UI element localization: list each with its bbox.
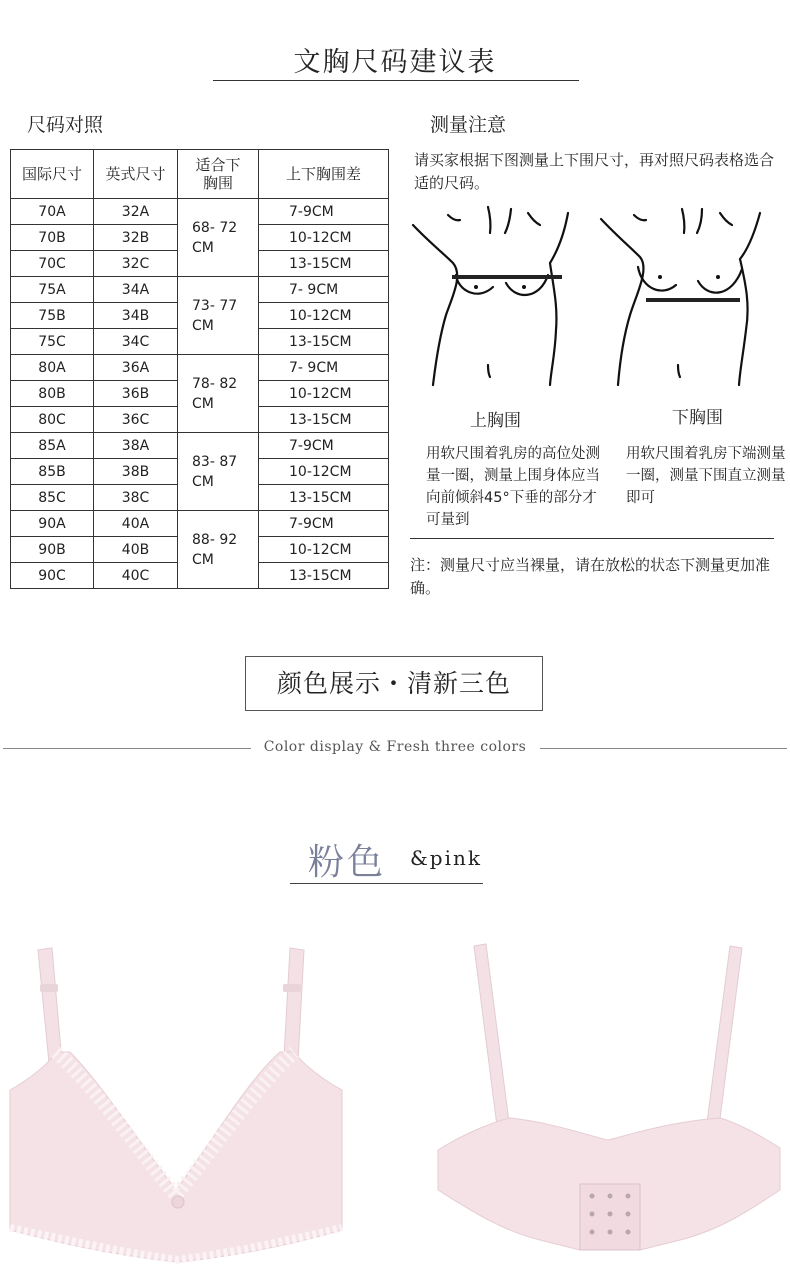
intl-size-cell: 75B	[11, 303, 94, 329]
bust-diff-cell: 10-12CM	[259, 537, 389, 563]
intl-size-cell: 70C	[11, 251, 94, 277]
bust-diff-cell: 7- 9CM	[259, 355, 389, 381]
uk-size-cell: 34A	[94, 277, 178, 303]
uk-size-cell: 32B	[94, 225, 178, 251]
bra-front-image	[8, 940, 348, 1270]
upper-bust-tape	[452, 275, 562, 279]
color-name-underline	[290, 883, 483, 884]
intl-size-cell: 75C	[11, 329, 94, 355]
size-table-row	[11, 433, 389, 459]
size-table-row	[11, 277, 389, 303]
bust-diff-cell: 13-15CM	[259, 485, 389, 511]
bust-diff-cell: 13-15CM	[259, 563, 389, 589]
uk-size-cell: 40C	[94, 563, 178, 589]
strap-right	[706, 946, 742, 1134]
center-bow	[172, 1196, 184, 1208]
intl-size-cell: 90C	[11, 563, 94, 589]
size-table-row	[11, 511, 389, 537]
uk-size-cell: 38B	[94, 459, 178, 485]
header-intl-size: 国际尺寸	[11, 150, 94, 199]
bust-diff-cell: 7-9CM	[259, 511, 389, 537]
uk-size-cell: 36C	[94, 407, 178, 433]
lower-bust-label: 下胸围	[672, 408, 723, 428]
measure-note: 注：测量尺寸应当裸量，请在放松的状态下测量更加准确。	[410, 556, 771, 597]
intl-size-cell: 75A	[11, 277, 94, 303]
header-bust-diff: 上下胸围差	[259, 150, 389, 199]
uk-size-cell: 32C	[94, 251, 178, 277]
note-divider	[410, 538, 774, 539]
lower-bust-desc: 用软尺围着乳房下端测量一圈，测量下围直立测量即可	[626, 446, 786, 506]
bra-back-image	[430, 940, 790, 1270]
uk-size-cell: 38C	[94, 485, 178, 511]
uk-size-cell: 34B	[94, 303, 178, 329]
underbust-range-cell: 88- 92 CM	[178, 511, 259, 589]
underbust-range-cell: 68- 72 CM	[178, 199, 259, 277]
intl-size-cell: 80C	[11, 407, 94, 433]
strap-slider	[40, 984, 58, 992]
nipple-dot	[522, 285, 526, 289]
nipple-dot	[716, 275, 720, 279]
bust-diff-cell: 7-9CM	[259, 199, 389, 225]
intl-size-cell: 70B	[11, 225, 94, 251]
uk-size-cell: 36A	[94, 355, 178, 381]
lower-bust-tape	[646, 298, 740, 302]
underbust-range-cell: 83- 87 CM	[178, 433, 259, 511]
intl-size-cell: 85C	[11, 485, 94, 511]
color-display-title: 颜色展示・清新三色	[245, 656, 543, 711]
nipple-dot	[474, 285, 478, 289]
bust-diff-cell: 13-15CM	[259, 329, 389, 355]
upper-bust-label: 上胸围	[470, 411, 521, 431]
bust-diff-cell: 10-12CM	[259, 381, 389, 407]
uk-size-cell: 32A	[94, 199, 178, 225]
intl-size-cell: 90B	[11, 537, 94, 563]
bust-diff-cell: 7-9CM	[259, 433, 389, 459]
color-display-subtitle: Color display & Fresh three colors	[263, 739, 527, 755]
intl-size-cell: 80B	[11, 381, 94, 407]
bra-cups	[10, 1052, 342, 1262]
header-underbust: 适合下胸围	[178, 150, 259, 199]
underbust-range-cell: 78- 82 CM	[178, 355, 259, 433]
upper-bust-desc: 用软尺围着乳房的高位处测量一圈，测量上围身体应当向前倾斜45°下垂的部分才可量到	[426, 446, 600, 528]
bust-diff-cell: 7- 9CM	[259, 277, 389, 303]
upper-bust-figure	[408, 205, 578, 387]
size-table-row	[11, 199, 389, 225]
bust-diff-cell: 10-12CM	[259, 225, 389, 251]
bust-diff-cell: 10-12CM	[259, 303, 389, 329]
bust-diff-cell: 13-15CM	[259, 407, 389, 433]
color-name-cn: 粉色	[308, 842, 387, 883]
measure-section-label: 测量注意	[430, 114, 507, 136]
size-section-label: 尺码对照	[27, 114, 104, 136]
nipple-dot	[658, 275, 662, 279]
uk-size-cell: 38A	[94, 433, 178, 459]
intl-size-cell: 80A	[11, 355, 94, 381]
color-name-en: &pink	[410, 846, 483, 870]
lower-bust-figure	[596, 205, 766, 387]
uk-size-cell: 40B	[94, 537, 178, 563]
size-table-row	[11, 355, 389, 381]
intl-size-cell: 85B	[11, 459, 94, 485]
header-uk-size: 英式尺寸	[94, 150, 178, 199]
underbust-range-cell: 73- 77 CM	[178, 277, 259, 355]
uk-size-cell: 36B	[94, 381, 178, 407]
bust-diff-cell: 13-15CM	[259, 251, 389, 277]
bust-diff-cell: 10-12CM	[259, 459, 389, 485]
strap-slider	[283, 984, 301, 992]
intl-size-cell: 90A	[11, 511, 94, 537]
intl-size-cell: 85A	[11, 433, 94, 459]
intl-size-cell: 70A	[11, 199, 94, 225]
title-underline	[213, 80, 579, 81]
size-table-header	[11, 150, 389, 199]
uk-size-cell: 40A	[94, 511, 178, 537]
page-title: 文胸尺码建议表	[293, 47, 497, 78]
strap-left	[474, 944, 510, 1134]
measure-intro: 请买家根据下图测量上下围尺寸，再对照尺码表格选合适的尺码。	[414, 151, 775, 192]
size-table	[10, 149, 389, 589]
uk-size-cell: 34C	[94, 329, 178, 355]
